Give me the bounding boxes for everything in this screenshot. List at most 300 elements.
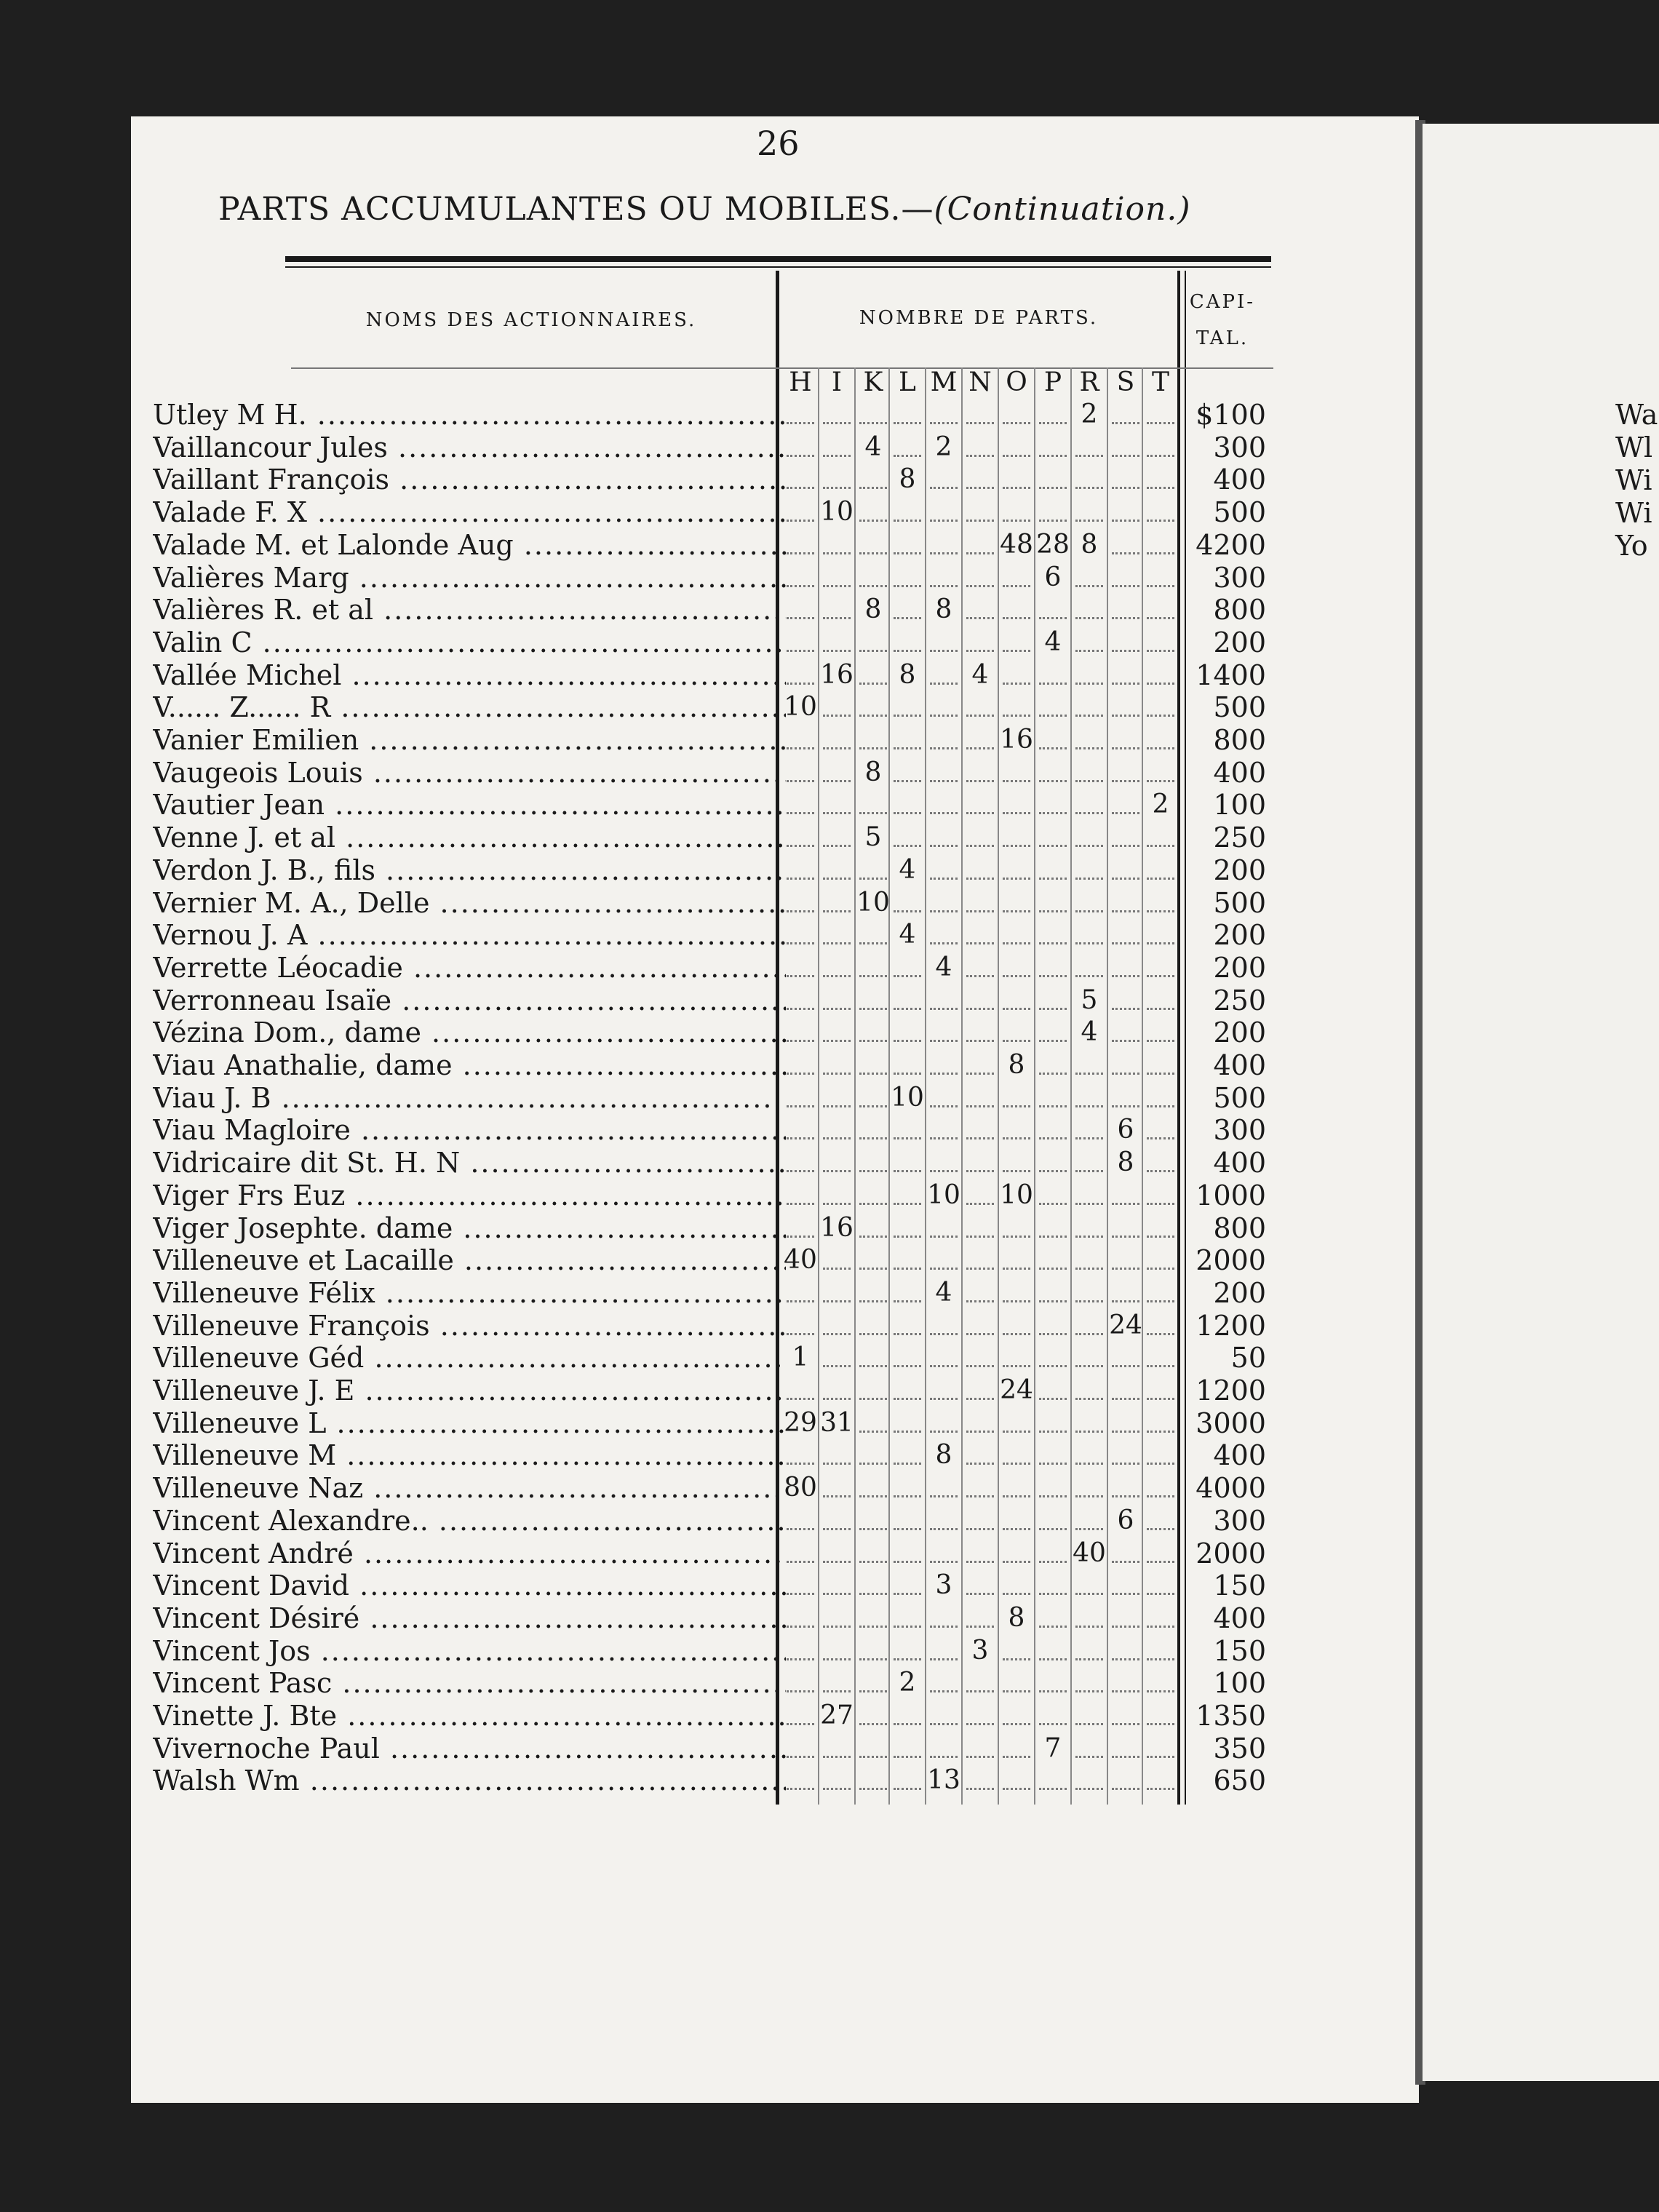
- empty-cell-dots: [894, 1297, 921, 1302]
- empty-cell-dots: [1112, 777, 1139, 782]
- table-row: [0, 1212, 1288, 1245]
- empty-cell-dots: [1075, 1460, 1103, 1465]
- empty-cell-dots: [894, 1362, 921, 1367]
- empty-cell-dots: [930, 744, 958, 749]
- empty-cell-dots: [1112, 1037, 1139, 1042]
- table-row: [0, 1667, 1288, 1700]
- table-row: [0, 496, 1288, 529]
- capital-value: 1350: [1195, 1700, 1266, 1732]
- empty-cell-dots: [1112, 1070, 1139, 1075]
- column-header-s: S: [1116, 367, 1135, 397]
- shareholder-name: Valières Marg .....: [153, 562, 786, 594]
- table-row: [0, 821, 1288, 854]
- share-count-o: 10: [1000, 1179, 1033, 1210]
- empty-cell-dots: [1075, 484, 1103, 489]
- empty-cell-dots: [1075, 1070, 1103, 1075]
- shareholder-name: Vivernoche Paul .....: [153, 1732, 786, 1765]
- table-row: [0, 399, 1288, 431]
- capital-value: 300: [1213, 1504, 1266, 1537]
- share-count-m: 8: [935, 594, 952, 625]
- empty-cell-dots: [930, 1362, 958, 1367]
- empty-cell-dots: [894, 777, 921, 782]
- capital-value: 400: [1213, 1049, 1266, 1081]
- empty-cell-dots: [966, 842, 994, 847]
- empty-cell-dots: [1003, 647, 1030, 652]
- empty-cell-dots: [823, 1362, 851, 1367]
- empty-cell-dots: [787, 1525, 814, 1530]
- capital-value: 150: [1213, 1634, 1266, 1667]
- capital-value: 200: [1213, 626, 1266, 659]
- empty-cell-dots: [894, 1525, 921, 1530]
- empty-cell-dots: [894, 1005, 921, 1010]
- capital-value: 350: [1213, 1732, 1266, 1765]
- capital-value: 50: [1230, 1342, 1266, 1374]
- table-row: [0, 887, 1288, 920]
- empty-cell-dots: [1003, 777, 1030, 782]
- empty-cell-dots: [1003, 842, 1030, 847]
- title-continuation: (Continuation.): [934, 191, 1191, 228]
- shareholder-name: Vaillancour Jules .....: [153, 431, 786, 464]
- empty-cell-dots: [1075, 1134, 1103, 1139]
- empty-cell-dots: [930, 842, 958, 847]
- empty-cell-dots: [894, 1395, 921, 1400]
- empty-cell-dots: [1075, 777, 1103, 782]
- empty-cell-dots: [1039, 972, 1067, 977]
- empty-cell-dots: [894, 1200, 921, 1205]
- capital-value: 2000: [1195, 1244, 1266, 1277]
- empty-cell-dots: [1039, 517, 1067, 522]
- capital-value: 500: [1213, 496, 1266, 529]
- empty-cell-dots: [823, 1037, 851, 1042]
- empty-cell-dots: [1039, 1720, 1067, 1725]
- empty-cell-dots: [1003, 1655, 1030, 1660]
- empty-cell-dots: [1003, 680, 1030, 685]
- empty-cell-dots: [966, 1200, 994, 1205]
- shareholder-name: Valin C .....: [153, 626, 786, 659]
- shareholder-name: Villeneuve Félix .....: [153, 1277, 786, 1309]
- empty-cell-dots: [894, 1720, 921, 1725]
- capital-value: 800: [1213, 724, 1266, 756]
- column-header-i: I: [831, 367, 843, 397]
- shareholder-name: Vinette J. Bte .....: [153, 1700, 786, 1732]
- capital-value: 3000: [1195, 1407, 1266, 1439]
- empty-cell-dots: [966, 1590, 994, 1595]
- capital-value: 500: [1213, 691, 1266, 724]
- empty-cell-dots: [823, 647, 851, 652]
- empty-cell-dots: [1003, 1428, 1030, 1433]
- empty-cell-dots: [787, 939, 814, 944]
- empty-cell-dots: [894, 712, 921, 717]
- empty-cell-dots: [787, 419, 814, 424]
- empty-cell-dots: [823, 1753, 851, 1758]
- empty-cell-dots: [823, 1492, 851, 1497]
- empty-cell-dots: [787, 517, 814, 522]
- empty-cell-dots: [894, 1037, 921, 1042]
- empty-cell-dots: [930, 1492, 958, 1497]
- empty-cell-dots: [1003, 1753, 1030, 1758]
- shareholder-name: Viger Josephte. dame .....: [153, 1212, 786, 1244]
- empty-cell-dots: [930, 875, 958, 880]
- capital-value: 1200: [1195, 1374, 1266, 1407]
- shareholder-name: Walsh Wm .....: [153, 1765, 786, 1797]
- shareholder-name: Verrette Léocadie .....: [153, 952, 786, 984]
- column-header-o: O: [1006, 367, 1027, 397]
- empty-cell-dots: [787, 744, 814, 749]
- empty-cell-dots: [1075, 1720, 1103, 1725]
- empty-cell-dots: [823, 452, 851, 457]
- empty-cell-dots: [823, 582, 851, 587]
- share-count-n: 4: [971, 659, 989, 690]
- shareholder-name: Vanier Emilien .....: [153, 724, 786, 756]
- empty-cell-dots: [1003, 1687, 1030, 1692]
- empty-cell-dots: [894, 549, 921, 554]
- empty-cell-dots: [930, 1134, 958, 1139]
- table-row: [0, 1602, 1288, 1635]
- empty-cell-dots: [859, 809, 887, 814]
- empty-cell-dots: [859, 939, 887, 944]
- empty-cell-dots: [1003, 939, 1030, 944]
- header-names: NOMS DES ACTIONNAIRES.: [365, 309, 697, 331]
- shareholder-name: Vincent André .....: [153, 1537, 786, 1570]
- empty-cell-dots: [930, 1720, 958, 1725]
- empty-cell-dots: [1039, 809, 1067, 814]
- empty-cell-dots: [966, 1005, 994, 1010]
- empty-cell-dots: [1075, 744, 1103, 749]
- share-count-m: 3: [935, 1570, 952, 1601]
- empty-cell-dots: [1039, 1330, 1067, 1335]
- shareholder-name: Viger Frs Euz .....: [153, 1179, 786, 1212]
- empty-cell-dots: [930, 809, 958, 814]
- empty-cell-dots: [966, 1525, 994, 1530]
- empty-cell-dots: [966, 1233, 994, 1238]
- empty-cell-dots: [859, 419, 887, 424]
- empty-cell-dots: [787, 484, 814, 489]
- empty-cell-dots: [930, 582, 958, 587]
- empty-cell-dots: [787, 549, 814, 554]
- shareholder-name: Venne J. et al .....: [153, 821, 786, 854]
- share-count-m: 13: [927, 1765, 960, 1796]
- empty-cell-dots: [1039, 1167, 1067, 1172]
- empty-cell-dots: [859, 1297, 887, 1302]
- empty-cell-dots: [823, 1102, 851, 1107]
- share-count-h: 1: [792, 1342, 809, 1373]
- share-count-h: 80: [784, 1473, 817, 1503]
- share-count-k: 8: [864, 757, 882, 787]
- empty-cell-dots: [1003, 1134, 1030, 1139]
- empty-cell-dots: [1003, 1460, 1030, 1465]
- empty-cell-dots: [859, 1558, 887, 1563]
- column-header-l: L: [899, 367, 916, 397]
- table-row: [0, 529, 1288, 562]
- empty-cell-dots: [859, 647, 887, 652]
- shareholder-name: Viau Anathalie, dame .....: [153, 1049, 786, 1081]
- empty-cell-dots: [966, 809, 994, 814]
- empty-cell-dots: [1075, 1492, 1103, 1497]
- empty-cell-dots: [859, 1525, 887, 1530]
- empty-cell-dots: [1075, 1297, 1103, 1302]
- capital-value: 100: [1213, 789, 1266, 821]
- share-count-o: 48: [1000, 529, 1033, 560]
- empty-cell-dots: [930, 1525, 958, 1530]
- empty-cell-dots: [823, 1785, 851, 1790]
- right-page-fragment: Yo: [1615, 530, 1648, 562]
- shareholder-name: Vernou J. A .....: [153, 919, 786, 951]
- shareholder-name: Villeneuve François .....: [153, 1310, 786, 1342]
- empty-cell-dots: [1039, 1492, 1067, 1497]
- table-row: [0, 1505, 1288, 1537]
- empty-cell-dots: [859, 1200, 887, 1205]
- empty-cell-dots: [1112, 875, 1139, 880]
- empty-cell-dots: [859, 1037, 887, 1042]
- share-count-s: 6: [1117, 1505, 1134, 1535]
- top-rule: [285, 256, 1271, 262]
- capital-value: 1400: [1195, 659, 1266, 691]
- empty-cell-dots: [1112, 1590, 1139, 1595]
- empty-cell-dots: [1003, 1330, 1030, 1335]
- table-row: [0, 1244, 1288, 1277]
- empty-cell-dots: [894, 1460, 921, 1465]
- empty-cell-dots: [823, 1134, 851, 1139]
- empty-cell-dots: [930, 1330, 958, 1335]
- empty-cell-dots: [1075, 680, 1103, 685]
- share-count-h: 10: [784, 692, 817, 723]
- empty-cell-dots: [787, 1005, 814, 1010]
- empty-cell-dots: [930, 1167, 958, 1172]
- empty-cell-dots: [1003, 614, 1030, 619]
- empty-cell-dots: [966, 1102, 994, 1107]
- shareholder-name: Vernier M. A., Delle .....: [153, 887, 786, 919]
- title-main: PARTS ACCUMULANTES OU MOBILES.—: [218, 191, 934, 228]
- empty-cell-dots: [859, 1590, 887, 1595]
- empty-cell-dots: [966, 972, 994, 977]
- empty-cell-dots: [894, 842, 921, 847]
- empty-cell-dots: [930, 1070, 958, 1075]
- empty-cell-dots: [930, 1623, 958, 1628]
- empty-cell-dots: [1003, 907, 1030, 912]
- empty-cell-dots: [1039, 1362, 1067, 1367]
- capital-value: 400: [1213, 464, 1266, 496]
- empty-cell-dots: [859, 1005, 887, 1010]
- empty-cell-dots: [930, 1233, 958, 1238]
- empty-cell-dots: [823, 842, 851, 847]
- shareholder-name: Vincent Jos .....: [153, 1635, 786, 1667]
- empty-cell-dots: [823, 744, 851, 749]
- empty-cell-dots: [894, 419, 921, 424]
- empty-cell-dots: [823, 1687, 851, 1692]
- shareholder-name: Vidricaire dit St. H. N .....: [153, 1147, 786, 1179]
- empty-cell-dots: [1075, 1623, 1103, 1628]
- empty-cell-dots: [859, 712, 887, 717]
- empty-cell-dots: [859, 1687, 887, 1692]
- page-number: 26: [757, 124, 800, 163]
- empty-cell-dots: [1003, 712, 1030, 717]
- empty-cell-dots: [1039, 614, 1067, 619]
- empty-cell-dots: [966, 1037, 994, 1042]
- empty-cell-dots: [1075, 1395, 1103, 1400]
- share-count-h: 29: [784, 1407, 817, 1438]
- share-count-m: 10: [927, 1179, 960, 1210]
- empty-cell-dots: [966, 1558, 994, 1563]
- shareholder-name: Villeneuve et Lacaille .....: [153, 1244, 786, 1276]
- empty-cell-dots: [1112, 1460, 1139, 1465]
- shareholder-name: Vincent David .....: [153, 1570, 786, 1602]
- shareholder-name: Verdon J. B., fils .....: [153, 854, 786, 886]
- empty-cell-dots: [1039, 1005, 1067, 1010]
- empty-cell-dots: [823, 907, 851, 912]
- empty-cell-dots: [930, 517, 958, 522]
- empty-cell-dots: [1003, 1590, 1030, 1595]
- right-page-fragment: Wi: [1615, 497, 1652, 529]
- share-count-s: 6: [1117, 1115, 1134, 1145]
- table-row: [0, 431, 1288, 464]
- shareholder-name: Vincent Pasc .....: [153, 1667, 786, 1699]
- empty-cell-dots: [823, 1558, 851, 1563]
- empty-cell-dots: [1075, 907, 1103, 912]
- shareholder-name: Viau Magloire .....: [153, 1114, 786, 1146]
- share-count-o: 8: [1008, 1050, 1025, 1080]
- empty-cell-dots: [1039, 939, 1067, 944]
- empty-cell-dots: [787, 1102, 814, 1107]
- table-row: [0, 1342, 1288, 1374]
- empty-cell-dots: [787, 1590, 814, 1595]
- empty-cell-dots: [894, 907, 921, 912]
- empty-cell-dots: [787, 1623, 814, 1628]
- share-count-l: 4: [899, 920, 916, 950]
- shareholder-name: Valières R. et al .....: [153, 594, 786, 626]
- empty-cell-dots: [1075, 1525, 1103, 1530]
- empty-cell-dots: [823, 1330, 851, 1335]
- empty-cell-dots: [823, 809, 851, 814]
- empty-cell-dots: [1039, 1297, 1067, 1302]
- share-count-l: 4: [899, 854, 916, 885]
- empty-cell-dots: [1039, 875, 1067, 880]
- table-row: [0, 1407, 1288, 1440]
- empty-cell-dots: [1112, 972, 1139, 977]
- empty-cell-dots: [1039, 680, 1067, 685]
- empty-cell-dots: [859, 1330, 887, 1335]
- empty-cell-dots: [823, 1200, 851, 1205]
- empty-cell-dots: [787, 1070, 814, 1075]
- empty-cell-dots: [930, 1395, 958, 1400]
- empty-cell-dots: [894, 1167, 921, 1172]
- table-row: [0, 1147, 1288, 1179]
- empty-cell-dots: [1075, 939, 1103, 944]
- shareholder-name: Viau J. B .....: [153, 1082, 786, 1114]
- empty-cell-dots: [859, 1233, 887, 1238]
- empty-cell-dots: [823, 939, 851, 944]
- empty-cell-dots: [823, 1460, 851, 1465]
- empty-cell-dots: [787, 1655, 814, 1660]
- empty-cell-dots: [966, 1134, 994, 1139]
- empty-cell-dots: [1039, 1395, 1067, 1400]
- column-header-m: M: [930, 367, 958, 397]
- shareholder-name: Vaugeois Louis .....: [153, 757, 786, 789]
- empty-cell-dots: [787, 777, 814, 782]
- empty-cell-dots: [930, 1655, 958, 1660]
- empty-cell-dots: [787, 907, 814, 912]
- table-row: [0, 659, 1288, 692]
- shareholder-name: Vincent Désiré .....: [153, 1602, 786, 1634]
- empty-cell-dots: [1003, 1037, 1030, 1042]
- empty-cell-dots: [823, 614, 851, 619]
- table-row: [0, 1374, 1288, 1407]
- capital-value: 300: [1213, 561, 1266, 594]
- empty-cell-dots: [930, 549, 958, 554]
- empty-cell-dots: [966, 1460, 994, 1465]
- shareholder-name: Vallée Michel .....: [153, 659, 786, 691]
- empty-cell-dots: [823, 1525, 851, 1530]
- capital-value: 100: [1213, 1667, 1266, 1700]
- table-row: [0, 1310, 1288, 1342]
- empty-cell-dots: [859, 1460, 887, 1465]
- empty-cell-dots: [930, 777, 958, 782]
- table-row: [0, 1732, 1288, 1765]
- empty-cell-dots: [859, 1362, 887, 1367]
- empty-cell-dots: [1003, 1720, 1030, 1725]
- capital-value: 4000: [1195, 1472, 1266, 1505]
- empty-cell-dots: [1039, 452, 1067, 457]
- empty-cell-dots: [859, 1102, 887, 1107]
- empty-cell-dots: [1003, 1167, 1030, 1172]
- empty-cell-dots: [823, 484, 851, 489]
- empty-cell-dots: [894, 1558, 921, 1563]
- empty-cell-dots: [894, 582, 921, 587]
- empty-cell-dots: [966, 939, 994, 944]
- empty-cell-dots: [966, 549, 994, 554]
- empty-cell-dots: [859, 484, 887, 489]
- empty-cell-dots: [930, 1102, 958, 1107]
- empty-cell-dots: [1039, 1070, 1067, 1075]
- capital-value: 500: [1213, 1081, 1266, 1114]
- empty-cell-dots: [894, 972, 921, 977]
- empty-cell-dots: [823, 1395, 851, 1400]
- empty-cell-dots: [966, 484, 994, 489]
- empty-cell-dots: [1112, 1655, 1139, 1660]
- empty-cell-dots: [859, 582, 887, 587]
- empty-cell-dots: [823, 1623, 851, 1628]
- share-count-i: 16: [820, 1212, 854, 1243]
- share-count-p: 28: [1036, 529, 1070, 560]
- empty-cell-dots: [1075, 1233, 1103, 1238]
- right-page-fragment: Wl: [1615, 431, 1653, 464]
- capital-value: 1000: [1195, 1179, 1266, 1212]
- empty-cell-dots: [787, 1167, 814, 1172]
- empty-cell-dots: [1039, 907, 1067, 912]
- column-header-r: R: [1079, 367, 1099, 397]
- empty-cell-dots: [1075, 1362, 1103, 1367]
- table-row: [0, 1765, 1288, 1797]
- empty-cell-dots: [1039, 1037, 1067, 1042]
- empty-cell-dots: [1112, 1200, 1139, 1205]
- capital-value: 4200: [1195, 528, 1266, 561]
- empty-cell-dots: [787, 1330, 814, 1335]
- empty-cell-dots: [966, 452, 994, 457]
- table-row: [0, 626, 1288, 659]
- empty-cell-dots: [859, 1167, 887, 1172]
- capital-value: 200: [1213, 854, 1266, 886]
- share-count-m: 2: [935, 431, 952, 462]
- capital-value: 800: [1213, 1212, 1266, 1244]
- empty-cell-dots: [1075, 614, 1103, 619]
- empty-cell-dots: [1112, 1785, 1139, 1790]
- empty-cell-dots: [1112, 1753, 1139, 1758]
- empty-cell-dots: [1075, 1428, 1103, 1433]
- empty-cell-dots: [894, 452, 921, 457]
- empty-cell-dots: [1112, 419, 1139, 424]
- empty-cell-dots: [1112, 1265, 1139, 1270]
- empty-cell-dots: [930, 712, 958, 717]
- empty-cell-dots: [1075, 1330, 1103, 1335]
